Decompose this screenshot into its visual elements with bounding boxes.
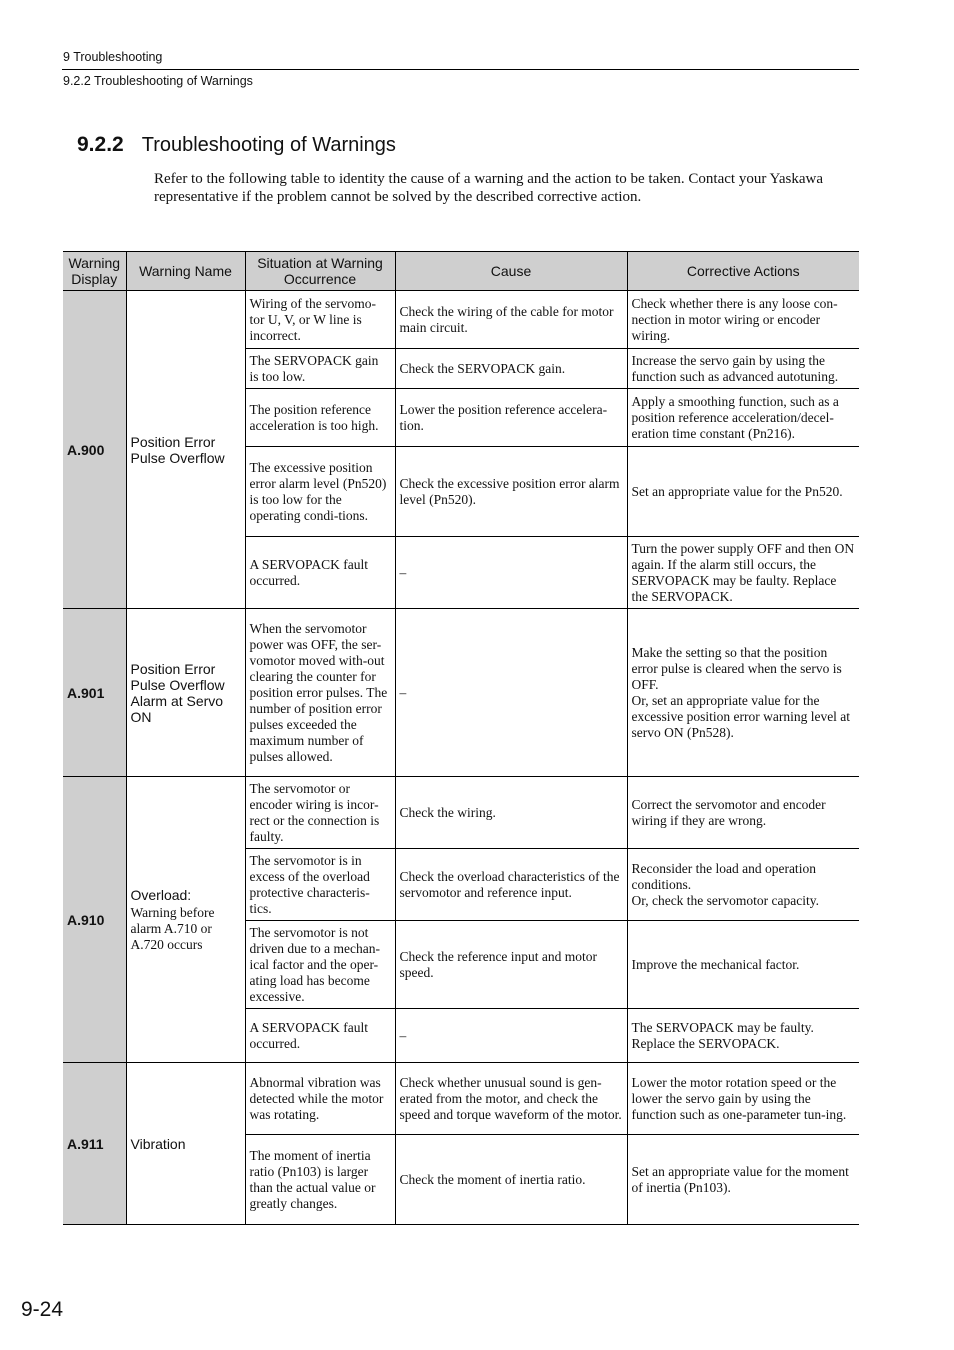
warning-name: Position Error Pulse Overflow [126, 291, 245, 609]
col-header-name: Warning Name [126, 252, 245, 291]
warning-name-main: Overload: [130, 886, 192, 903]
cause-cell: – [395, 609, 627, 777]
cause-cell: Check the wiring of the cable for motor main circuit. [395, 291, 627, 349]
warning-name: Position Error Pulse Overflow Alarm at Servo ON [126, 609, 245, 777]
action-cell: Check whether there is any loose con-nection in motor wiring or encoder wiring. [627, 291, 859, 349]
action-line: Or, set an appropriate value for the excessive position error warning level at servo ON (Pn528). [631, 692, 851, 740]
situation-cell: When the servomotor power was OFF, the ser-vomotor moved with-out clearing the counter for position error pulses. The number of position error pulses exceeded the maximum number of pulses allowed. [245, 609, 395, 777]
table-row [63, 777, 859, 849]
col-header-actions: Corrective Actions [627, 252, 859, 291]
action-cell: Improve the mechanical factor. [627, 921, 859, 1009]
situation-cell: The servomotor or encoder wiring is incor-rect or the connection is faulty. [245, 777, 395, 849]
section-title [77, 133, 396, 157]
cause-cell: Check whether unusual sound is gen-erated from the motor, and check the speed and torque waveform of the motor. [395, 1063, 627, 1135]
action-cell: Increase the servo gain by using the function such as advanced autotuning. [627, 349, 859, 389]
col-header-display: Warning Display [63, 252, 126, 291]
action-cell: Turn the power supply OFF and then ON again. If the alarm still occurs, the SERVOPACK may be faulty. Replace the SERVOPACK. [627, 537, 859, 609]
cause-cell: – [395, 1009, 627, 1063]
action-cell: Lower the motor rotation speed or the lower the servo gain by using the function such as one-parameter tun-ing. [627, 1063, 859, 1135]
warning-name [126, 777, 245, 1063]
action-cell: The SERVOPACK may be faulty. Replace the SERVOPACK. [627, 1009, 859, 1063]
situation-cell: Abnormal vibration was detected while the motor was rotating. [245, 1063, 395, 1135]
warning-code: A.901 [63, 609, 126, 777]
action-cell: Set an appropriate value for the moment of inertia (Pn103). [627, 1135, 859, 1225]
col-header-cause: Cause [395, 252, 627, 291]
section-heading: Troubleshooting of Warnings [141, 134, 396, 156]
situation-cell: The servomotor is in excess of the overload protective characteris-tics. [245, 849, 395, 921]
cause-cell: – [395, 537, 627, 609]
running-header-section: 9.2.2 Troubleshooting of Warnings [63, 74, 253, 88]
situation-cell: Wiring of the servomo-tor U, V, or W line is incorrect. [245, 291, 395, 349]
cause-cell: Lower the position reference accelera-tion. [395, 389, 627, 447]
table-header-row [63, 252, 859, 291]
header-rule [62, 69, 859, 70]
intro-paragraph: Refer to the following table to identity the cause of a warning and the action to be taken. Contact your Yaskawa representative if the problem cannot be solved by the described corrective action. [154, 171, 823, 205]
action-cell [627, 849, 859, 921]
action-cell: Correct the servomotor and encoder wiring if they are wrong. [627, 777, 859, 849]
situation-cell: A SERVOPACK fault occurred. [245, 1009, 395, 1063]
cause-cell: Check the overload characteristics of the servomotor and reference input. [395, 849, 627, 921]
situation-cell: The moment of inertia ratio (Pn103) is larger than the actual value or greatly changes. [245, 1135, 395, 1225]
cause-cell: Check the wiring. [395, 777, 627, 849]
situation-cell: The position reference acceleration is too high. [245, 389, 395, 447]
cause-cell: Check the excessive position error alarm level (Pn520). [395, 447, 627, 537]
action-cell: Apply a smoothing function, such as a position reference acceleration/decel-eration time constant (Pn216). [627, 389, 859, 447]
warning-name: Vibration [126, 1063, 245, 1225]
warning-name-note: Warning before alarm A.710 or A.720 occurs [130, 904, 215, 952]
table-row [63, 291, 859, 349]
action-line: Or, check the servomotor capacity. [631, 892, 820, 908]
situation-cell: The servomotor is not driven due to a mechan-ical factor and the oper-ating load has become excessive. [245, 921, 395, 1009]
running-header-chapter: 9 Troubleshooting [63, 50, 163, 64]
situation-cell: The SERVOPACK gain is too low. [245, 349, 395, 389]
warning-code: A.911 [63, 1063, 126, 1225]
situation-cell: A SERVOPACK fault occurred. [245, 537, 395, 609]
cause-cell: Check the moment of inertia ratio. [395, 1135, 627, 1225]
action-cell: Set an appropriate value for the Pn520. [627, 447, 859, 537]
table-row [63, 1063, 859, 1135]
section-number: 9.2.2 [77, 133, 124, 156]
action-cell [627, 609, 859, 777]
warning-code: A.900 [63, 291, 126, 609]
cause-cell: Check the reference input and motor speed. [395, 921, 627, 1009]
warning-code: A.910 [63, 777, 126, 1063]
action-line: Make the setting so that the position error pulse is cleared when the servo is OFF. [631, 644, 842, 692]
table-row [63, 609, 859, 777]
cause-cell: Check the SERVOPACK gain. [395, 349, 627, 389]
page-number: 9-24 [21, 1298, 64, 1321]
warnings-table [63, 251, 859, 1225]
col-header-situation: Situation at Warning Occurrence [245, 252, 395, 291]
action-line: Reconsider the load and operation conditions. [631, 860, 816, 892]
situation-cell: The excessive position error alarm level (Pn520) is too low for the operating condi-tions. [245, 447, 395, 537]
